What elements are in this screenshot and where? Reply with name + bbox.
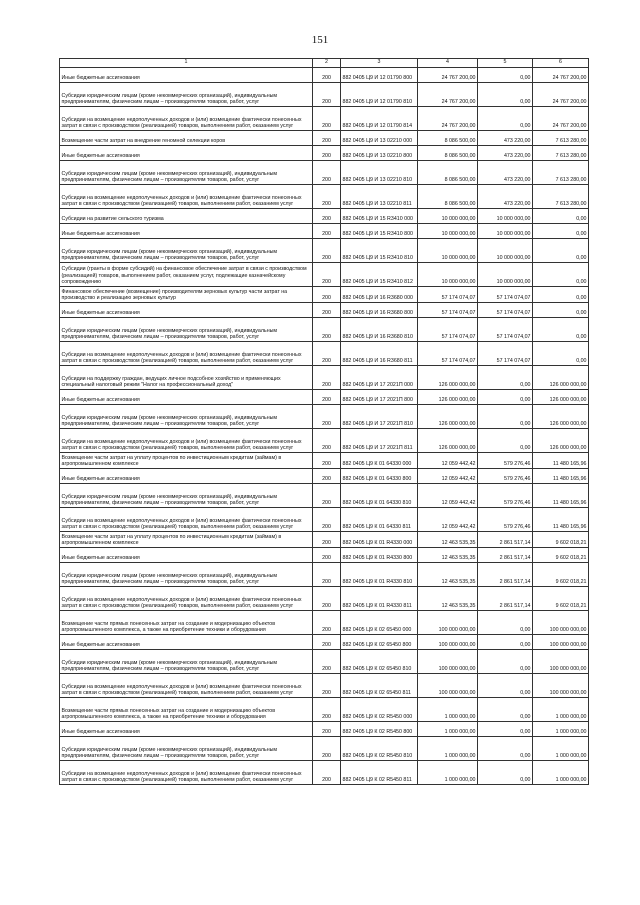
group-code: 200 bbox=[313, 635, 341, 650]
table-row bbox=[60, 484, 589, 508]
group-code: 200 bbox=[313, 429, 341, 453]
amount-col4: 24 767 200,00 bbox=[418, 107, 478, 131]
amount-col5: 579 276,46 bbox=[478, 453, 533, 469]
group-code: 200 bbox=[313, 532, 341, 548]
group-code: 200 bbox=[313, 548, 341, 563]
amount-col5: 2 861 517,14 bbox=[478, 532, 533, 548]
budget-code: 882 0405 Ц9 К 02 R5450 811 bbox=[341, 761, 418, 785]
group-code: 200 bbox=[313, 563, 341, 587]
amount-col6: 0,00 bbox=[533, 239, 589, 263]
amount-col5: 57 174 074,07 bbox=[478, 303, 533, 318]
budget-code: 882 0405 Ц9 И 17 2021П 811 bbox=[341, 429, 418, 453]
column-header: 2 bbox=[313, 59, 341, 68]
group-code: 200 bbox=[313, 366, 341, 390]
group-code: 200 bbox=[313, 650, 341, 674]
budget-code: 882 0405 Ц9 К 02 R5450 810 bbox=[341, 737, 418, 761]
budget-code: 882 0405 Ц9 К 01 R4330 800 bbox=[341, 548, 418, 563]
table-row bbox=[60, 508, 589, 532]
amount-col5: 0,00 bbox=[478, 390, 533, 405]
budget-code: 882 0405 Ц9 И 13 02210 810 bbox=[341, 161, 418, 185]
budget-code: 882 0405 Ц9 И 15 R3410 000 bbox=[341, 209, 418, 224]
table-row bbox=[60, 146, 589, 161]
amount-col6: 7 613 280,00 bbox=[533, 131, 589, 146]
amount-col4: 12 059 442,42 bbox=[418, 453, 478, 469]
amount-col4: 100 000 000,00 bbox=[418, 674, 478, 698]
amount-col6: 100 000 000,00 bbox=[533, 674, 589, 698]
amount-col4: 126 000 000,00 bbox=[418, 390, 478, 405]
amount-col5: 57 174 074,07 bbox=[478, 287, 533, 303]
amount-col5: 0,00 bbox=[478, 635, 533, 650]
item-name: Субсидии на возмещение недополученных доходов и (или) возмещение фактически понесенных затрат в связи с производством (реализацией) товаров, выполнением работ, оказанием услуг bbox=[60, 107, 313, 131]
amount-col6: 9 602 018,21 bbox=[533, 532, 589, 548]
table-row bbox=[60, 83, 589, 107]
item-name: Иные бюджетные ассигнования bbox=[60, 469, 313, 484]
amount-col4: 8 086 500,00 bbox=[418, 185, 478, 209]
budget-code: 882 0405 Ц9 И 16 R3680 810 bbox=[341, 318, 418, 342]
item-name: Субсидии юридическим лицам (кроме некоммерческих организаций), индивидуальным предпринимателям, физическим лицам – производителям товаров, работ, услуг bbox=[60, 484, 313, 508]
amount-col4: 24 767 200,00 bbox=[418, 83, 478, 107]
amount-col5: 57 174 074,07 bbox=[478, 318, 533, 342]
table-row bbox=[60, 263, 589, 287]
amount-col4: 10 000 000,00 bbox=[418, 263, 478, 287]
amount-col5: 0,00 bbox=[478, 107, 533, 131]
amount-col4: 1 000 000,00 bbox=[418, 761, 478, 785]
amount-col6: 11 480 165,96 bbox=[533, 453, 589, 469]
group-code: 200 bbox=[313, 674, 341, 698]
amount-col6: 11 480 165,96 bbox=[533, 508, 589, 532]
budget-code: 882 0405 Ц9 И 12 01790 814 bbox=[341, 107, 418, 131]
table-row bbox=[60, 563, 589, 587]
table-row bbox=[60, 532, 589, 548]
amount-col4: 12 463 535,35 bbox=[418, 532, 478, 548]
amount-col4: 8 086 500,00 bbox=[418, 146, 478, 161]
header-row bbox=[60, 59, 589, 68]
item-name: Иные бюджетные ассигнования bbox=[60, 635, 313, 650]
column-header: 4 bbox=[418, 59, 478, 68]
group-code: 200 bbox=[313, 83, 341, 107]
amount-col5: 10 000 000,00 bbox=[478, 239, 533, 263]
item-name: Возмещение части затрат на внедрение геномной селекции коров bbox=[60, 131, 313, 146]
amount-col5: 473 220,00 bbox=[478, 185, 533, 209]
group-code: 200 bbox=[313, 263, 341, 287]
group-code: 200 bbox=[313, 342, 341, 366]
group-code: 200 bbox=[313, 239, 341, 263]
amount-col4: 57 174 074,07 bbox=[418, 303, 478, 318]
table-row bbox=[60, 68, 589, 83]
group-code: 200 bbox=[313, 722, 341, 737]
amount-col6: 0,00 bbox=[533, 224, 589, 239]
item-name: Иные бюджетные ассигнования bbox=[60, 146, 313, 161]
amount-col6: 126 000 000,00 bbox=[533, 390, 589, 405]
item-name: Субсидии юридическим лицам (кроме некоммерческих организаций), индивидуальным предпринимателям, физическим лицам – производителям товаров, работ, услуг bbox=[60, 563, 313, 587]
budget-code: 882 0405 Ц9 И 15 R3410 800 bbox=[341, 224, 418, 239]
amount-col4: 126 000 000,00 bbox=[418, 405, 478, 429]
amount-col5: 0,00 bbox=[478, 68, 533, 83]
amount-col5: 579 276,46 bbox=[478, 469, 533, 484]
amount-col6: 126 000 000,00 bbox=[533, 366, 589, 390]
group-code: 200 bbox=[313, 303, 341, 318]
amount-col6: 24 767 200,00 bbox=[533, 83, 589, 107]
amount-col6: 1 000 000,00 bbox=[533, 737, 589, 761]
item-name: Субсидии юридическим лицам (кроме некоммерческих организаций), индивидуальным предпринимателям, физическим лицам – производителям товаров, работ, услуг bbox=[60, 161, 313, 185]
amount-col5: 0,00 bbox=[478, 429, 533, 453]
budget-code: 882 0405 Ц9 К 02 65450 811 bbox=[341, 674, 418, 698]
group-code: 200 bbox=[313, 131, 341, 146]
table-row bbox=[60, 318, 589, 342]
group-code: 200 bbox=[313, 390, 341, 405]
table-row bbox=[60, 161, 589, 185]
amount-col4: 12 059 442,42 bbox=[418, 508, 478, 532]
item-name: Иные бюджетные ассигнования bbox=[60, 548, 313, 563]
amount-col5: 579 276,46 bbox=[478, 484, 533, 508]
item-name: Иные бюджетные ассигнования bbox=[60, 68, 313, 83]
amount-col5: 57 174 074,07 bbox=[478, 342, 533, 366]
amount-col5: 10 000 000,00 bbox=[478, 209, 533, 224]
group-code: 200 bbox=[313, 224, 341, 239]
table-row bbox=[60, 342, 589, 366]
item-name: Субсидии юридическим лицам (кроме некоммерческих организаций), индивидуальным предпринимателям, физическим лицам – производителям товаров, работ, услуг bbox=[60, 318, 313, 342]
item-name: Иные бюджетные ассигнования bbox=[60, 722, 313, 737]
group-code: 200 bbox=[313, 318, 341, 342]
budget-code: 882 0405 Ц9 К 01 64330 000 bbox=[341, 453, 418, 469]
amount-col6: 7 613 280,00 bbox=[533, 161, 589, 185]
amount-col4: 1 000 000,00 bbox=[418, 722, 478, 737]
group-code: 200 bbox=[313, 587, 341, 611]
amount-col5: 0,00 bbox=[478, 761, 533, 785]
table-row bbox=[60, 209, 589, 224]
item-name: Субсидии юридическим лицам (кроме некоммерческих организаций), индивидуальным предпринимателям, физическим лицам – производителям товаров, работ, услуг bbox=[60, 737, 313, 761]
group-code: 200 bbox=[313, 737, 341, 761]
amount-col5: 0,00 bbox=[478, 722, 533, 737]
amount-col4: 10 000 000,00 bbox=[418, 224, 478, 239]
item-name: Субсидии юридическим лицам (кроме некоммерческих организаций), индивидуальным предпринимателям, физическим лицам – производителям товаров, работ, услуг bbox=[60, 405, 313, 429]
amount-col6: 100 000 000,00 bbox=[533, 611, 589, 635]
amount-col5: 0,00 bbox=[478, 405, 533, 429]
budget-code: 882 0405 Ц9 И 13 02210 811 bbox=[341, 185, 418, 209]
table-row bbox=[60, 239, 589, 263]
amount-col5: 473 220,00 bbox=[478, 146, 533, 161]
amount-col6: 11 480 165,96 bbox=[533, 484, 589, 508]
item-name: Субсидии юридическим лицам (кроме некоммерческих организаций), индивидуальным предпринимателям, физическим лицам – производителям товаров, работ, услуг bbox=[60, 83, 313, 107]
amount-col5: 0,00 bbox=[478, 674, 533, 698]
amount-col4: 12 463 535,35 bbox=[418, 548, 478, 563]
budget-code: 882 0405 Ц9 И 15 R3410 810 bbox=[341, 239, 418, 263]
table-row bbox=[60, 287, 589, 303]
table-row bbox=[60, 722, 589, 737]
table-row bbox=[60, 469, 589, 484]
budget-code: 882 0405 Ц9 И 16 R3680 000 bbox=[341, 287, 418, 303]
amount-col4: 57 174 074,07 bbox=[418, 287, 478, 303]
group-code: 200 bbox=[313, 107, 341, 131]
budget-code: 882 0405 Ц9 К 02 R5450 000 bbox=[341, 698, 418, 722]
amount-col4: 12 463 535,35 bbox=[418, 587, 478, 611]
amount-col4: 24 767 200,00 bbox=[418, 68, 478, 83]
budget-code: 882 0405 Ц9 И 13 02210 000 bbox=[341, 131, 418, 146]
budget-code: 882 0405 Ц9 К 01 64330 810 bbox=[341, 484, 418, 508]
page-number: 151 bbox=[311, 34, 329, 46]
amount-col4: 57 174 074,07 bbox=[418, 318, 478, 342]
item-name: Иные бюджетные ассигнования bbox=[60, 303, 313, 318]
budget-code: 882 0405 Ц9 К 01 64330 811 bbox=[341, 508, 418, 532]
group-code: 200 bbox=[313, 185, 341, 209]
budget-code: 882 0405 Ц9 И 12 01790 800 bbox=[341, 68, 418, 83]
group-code: 200 bbox=[313, 469, 341, 484]
amount-col5: 0,00 bbox=[478, 611, 533, 635]
amount-col6: 0,00 bbox=[533, 318, 589, 342]
table-row bbox=[60, 761, 589, 785]
amount-col6: 0,00 bbox=[533, 263, 589, 287]
column-header: 1 bbox=[60, 59, 313, 68]
amount-col6: 0,00 bbox=[533, 342, 589, 366]
budget-code: 882 0405 Ц9 К 01 64330 800 bbox=[341, 469, 418, 484]
budget-code: 882 0405 Ц9 И 17 2021П 000 bbox=[341, 366, 418, 390]
budget-code: 882 0405 Ц9 К 01 R4330 810 bbox=[341, 563, 418, 587]
group-code: 200 bbox=[313, 761, 341, 785]
amount-col4: 10 000 000,00 bbox=[418, 209, 478, 224]
amount-col4: 12 059 442,42 bbox=[418, 469, 478, 484]
item-name: Субсидии на поддержку граждан, ведущих личное подсобное хозяйство и применяющих специальный налоговый режим "Налог на профессиональный доход" bbox=[60, 366, 313, 390]
group-code: 200 bbox=[313, 146, 341, 161]
amount-col6: 24 767 200,00 bbox=[533, 107, 589, 131]
table-row bbox=[60, 453, 589, 469]
budget-code: 882 0405 Ц9 И 13 02210 800 bbox=[341, 146, 418, 161]
amount-col6: 9 602 018,21 bbox=[533, 587, 589, 611]
amount-col6: 1 000 000,00 bbox=[533, 761, 589, 785]
item-name: Субсидии на развитие сельского туризма bbox=[60, 209, 313, 224]
table-row bbox=[60, 650, 589, 674]
table-row bbox=[60, 405, 589, 429]
amount-col5: 473 220,00 bbox=[478, 131, 533, 146]
amount-col6: 11 480 165,96 bbox=[533, 469, 589, 484]
group-code: 200 bbox=[313, 453, 341, 469]
item-name: Возмещение части затрат на уплату процентов по инвестиционным кредитам (займам) в агропромышленном комплексе bbox=[60, 532, 313, 548]
table-row bbox=[60, 185, 589, 209]
item-name: Возмещение части затрат на уплату процентов по инвестиционным кредитам (займам) в агропромышленном комплексе bbox=[60, 453, 313, 469]
table-row bbox=[60, 303, 589, 318]
table-row bbox=[60, 366, 589, 390]
group-code: 200 bbox=[313, 287, 341, 303]
amount-col4: 126 000 000,00 bbox=[418, 366, 478, 390]
amount-col4: 126 000 000,00 bbox=[418, 429, 478, 453]
item-name: Возмещение части прямых понесенных затрат на создание и модернизацию объектов агропромышленного комплекса, а также на приобретение техники и оборудования bbox=[60, 611, 313, 635]
amount-col4: 12 059 442,42 bbox=[418, 484, 478, 508]
budget-code: 882 0405 Ц9 К 01 R4330 811 bbox=[341, 587, 418, 611]
table-row bbox=[60, 611, 589, 635]
amount-col5: 0,00 bbox=[478, 698, 533, 722]
amount-col5: 2 861 517,14 bbox=[478, 548, 533, 563]
item-name: Субсидии на возмещение недополученных доходов и (или) возмещение фактически понесенных затрат в связи с производством (реализацией) товаров, выполнением работ, оказанием услуг bbox=[60, 185, 313, 209]
item-name: Финансовое обеспечение (возмещение) производителям зерновых культур части затрат на производство и реализацию зерновых культур bbox=[60, 287, 313, 303]
table-row bbox=[60, 698, 589, 722]
group-code: 200 bbox=[313, 68, 341, 83]
group-code: 200 bbox=[313, 611, 341, 635]
amount-col6: 0,00 bbox=[533, 209, 589, 224]
item-name: Субсидии на возмещение недополученных доходов и (или) возмещение фактически понесенных затрат в связи с производством (реализацией) товаров, выполнением работ, оказанием услуг bbox=[60, 761, 313, 785]
item-name: Субсидии юридическим лицам (кроме некоммерческих организаций), индивидуальным предпринимателям, физическим лицам – производителям товаров, работ, услуг bbox=[60, 650, 313, 674]
group-code: 200 bbox=[313, 484, 341, 508]
table-row bbox=[60, 107, 589, 131]
amount-col5: 10 000 000,00 bbox=[478, 263, 533, 287]
item-name: Иные бюджетные ассигнования bbox=[60, 390, 313, 405]
amount-col5: 473 220,00 bbox=[478, 161, 533, 185]
table-row bbox=[60, 429, 589, 453]
amount-col4: 8 086 500,00 bbox=[418, 161, 478, 185]
amount-col5: 579 276,46 bbox=[478, 508, 533, 532]
item-name: Субсидии на возмещение недополученных доходов и (или) возмещение фактически понесенных затрат в связи с производством (реализацией) товаров, выполнением работ, оказанием услуг bbox=[60, 342, 313, 366]
budget-code: 882 0405 Ц9 И 17 2021П 810 bbox=[341, 405, 418, 429]
amount-col6: 0,00 bbox=[533, 287, 589, 303]
budget-code: 882 0405 Ц9 И 16 R3680 800 bbox=[341, 303, 418, 318]
amount-col6: 24 767 200,00 bbox=[533, 68, 589, 83]
table-row bbox=[60, 674, 589, 698]
item-name: Субсидии (гранты в форме субсидий) на финансовое обеспечение затрат в связи с производством (реализацией) товаров, выполнением работ, оказанием услуг, подлежащие казначейскому сопровождению bbox=[60, 263, 313, 287]
group-code: 200 bbox=[313, 698, 341, 722]
amount-col4: 8 086 500,00 bbox=[418, 131, 478, 146]
item-name: Субсидии на возмещение недополученных доходов и (или) возмещение фактически понесенных затрат в связи с производством (реализацией) товаров, выполнением работ, оказанием услуг bbox=[60, 508, 313, 532]
item-name: Возмещение части прямых понесенных затрат на создание и модернизацию объектов агропромышленного комплекса, а также на приобретение техники и оборудования bbox=[60, 698, 313, 722]
amount-col4: 100 000 000,00 bbox=[418, 635, 478, 650]
budget-code: 882 0405 Ц9 И 17 2021П 800 bbox=[341, 390, 418, 405]
item-name: Субсидии на возмещение недополученных доходов и (или) возмещение фактически понесенных затрат в связи с производством (реализацией) товаров, выполнением работ, оказанием услуг bbox=[60, 429, 313, 453]
amount-col6: 9 602 018,21 bbox=[533, 548, 589, 563]
amount-col6: 9 602 018,21 bbox=[533, 563, 589, 587]
amount-col4: 57 174 074,07 bbox=[418, 342, 478, 366]
amount-col5: 0,00 bbox=[478, 366, 533, 390]
amount-col4: 1 000 000,00 bbox=[418, 698, 478, 722]
amount-col5: 0,00 bbox=[478, 650, 533, 674]
item-name: Иные бюджетные ассигнования bbox=[60, 224, 313, 239]
group-code: 200 bbox=[313, 209, 341, 224]
amount-col4: 10 000 000,00 bbox=[418, 239, 478, 263]
budget-code: 882 0405 Ц9 К 02 65450 800 bbox=[341, 635, 418, 650]
column-header: 5 bbox=[478, 59, 533, 68]
amount-col5: 0,00 bbox=[478, 737, 533, 761]
amount-col6: 100 000 000,00 bbox=[533, 635, 589, 650]
amount-col5: 0,00 bbox=[478, 83, 533, 107]
amount-col4: 1 000 000,00 bbox=[418, 737, 478, 761]
budget-code: 882 0405 Ц9 К 02 R5450 800 bbox=[341, 722, 418, 737]
table-row bbox=[60, 635, 589, 650]
column-header: 6 bbox=[533, 59, 589, 68]
amount-col4: 12 463 535,35 bbox=[418, 563, 478, 587]
table-row bbox=[60, 737, 589, 761]
amount-col6: 100 000 000,00 bbox=[533, 650, 589, 674]
table-row bbox=[60, 390, 589, 405]
amount-col6: 126 000 000,00 bbox=[533, 429, 589, 453]
group-code: 200 bbox=[313, 161, 341, 185]
amount-col4: 100 000 000,00 bbox=[418, 650, 478, 674]
table-row bbox=[60, 224, 589, 239]
amount-col6: 126 000 000,00 bbox=[533, 405, 589, 429]
amount-col4: 100 000 000,00 bbox=[418, 611, 478, 635]
item-name: Субсидии на возмещение недополученных доходов и (или) возмещение фактически понесенных затрат в связи с производством (реализацией) товаров, выполнением работ, оказанием услуг bbox=[60, 587, 313, 611]
table-row bbox=[60, 587, 589, 611]
amount-col6: 7 613 280,00 bbox=[533, 185, 589, 209]
budget-table bbox=[59, 58, 589, 785]
group-code: 200 bbox=[313, 508, 341, 532]
table-row bbox=[60, 548, 589, 563]
item-name: Субсидии на возмещение недополученных доходов и (или) возмещение фактически понесенных затрат в связи с производством (реализацией) товаров, выполнением работ, оказанием услуг bbox=[60, 674, 313, 698]
group-code: 200 bbox=[313, 405, 341, 429]
budget-code: 882 0405 Ц9 И 12 01790 810 bbox=[341, 83, 418, 107]
budget-code: 882 0405 Ц9 И 16 R3680 811 bbox=[341, 342, 418, 366]
amount-col5: 10 000 000,00 bbox=[478, 224, 533, 239]
budget-code: 882 0405 Ц9 К 02 65450 000 bbox=[341, 611, 418, 635]
budget-code: 882 0405 Ц9 И 15 R3410 812 bbox=[341, 263, 418, 287]
amount-col6: 1 000 000,00 bbox=[533, 698, 589, 722]
amount-col5: 2 861 517,14 bbox=[478, 587, 533, 611]
item-name: Субсидии юридическим лицам (кроме некоммерческих организаций), индивидуальным предпринимателям, физическим лицам – производителям товаров, работ, услуг bbox=[60, 239, 313, 263]
amount-col6: 1 000 000,00 bbox=[533, 722, 589, 737]
budget-code: 882 0405 Ц9 К 01 R4330 000 bbox=[341, 532, 418, 548]
column-header: 3 bbox=[341, 59, 418, 68]
amount-col6: 0,00 bbox=[533, 303, 589, 318]
amount-col6: 7 613 280,00 bbox=[533, 146, 589, 161]
table-row bbox=[60, 131, 589, 146]
amount-col5: 2 861 517,14 bbox=[478, 563, 533, 587]
budget-code: 882 0405 Ц9 К 02 65450 810 bbox=[341, 650, 418, 674]
